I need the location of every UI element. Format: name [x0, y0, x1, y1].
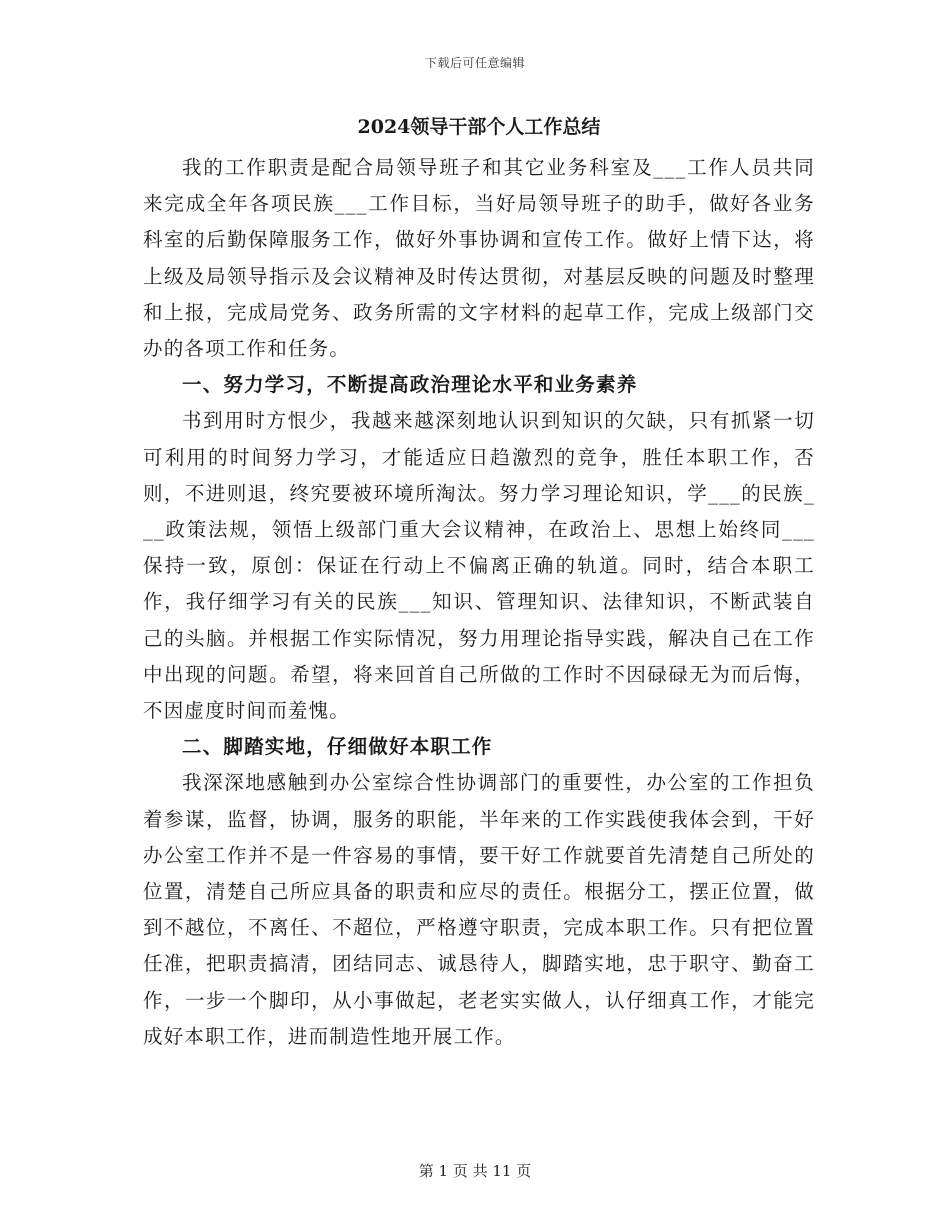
intro-paragraph: 我的工作职责是配合局领导班子和其它业务科室及___工作人员共同来完成全年各项民族___工作目标，当好局领导班子的助手，做好各业务科室的后勤保障服务工作，做好外事协调和宣传工作。做好上情下达，将上级及局领导指示及会议精神及时传达贯彻，对基层反映的问题及时整理和上报，完成局党务、政务所需的文字材料的起草工作，完成上级部门交办的各项工作和任务。: [143, 156, 815, 361]
header-note: 下载后可任意编辑: [424, 56, 525, 70]
section1-heading: 一、努力学习，不断提高政治理论水平和业务素养: [182, 373, 638, 397]
document-body: [143, 112, 815, 1055]
section2-heading: 二、脚踏实地，仔细做好本职工作: [182, 735, 493, 759]
section2-paragraph: 我深深地感触到办公室综合性协调部门的重要性，办公室的工作担负着参谋，监督，协调，服务的职能，半年来的工作实践使我体会到，干好办公室工作并不是一件容易的事情，要干好工作就要首先清楚自己所处的位置，清楚自己所应具备的职责和应尽的责任。根据分工，摆正位置，做到不越位，不离任、不超位，严格遵守职责，完成本职工作。只有把位置任准，把职责搞清，团结同志、诚恳待人，脚踏实地，忠于职守、勤奋工作，一步一个脚印，从小事做起，老老实实做人，认仔细真工作，才能完成好本职工作，进而制造性地开展工作。: [143, 771, 815, 1048]
page-number: 第 1 页 共 11 页: [418, 1162, 532, 1180]
section1-paragraph: 书到用时方恨少，我越来越深刻地认识到知识的欠缺，只有抓紧一切可利用的时间努力学习，才能适应日趋激烈的竞争，胜任本职工作，否则，不进则退，终究要被环境所淘汰。努力学习理论知识，学___的民族___政策法规，领悟上级部门重大会议精神，在政治上、思想上始终同___保持一致，原创：保证在行动上不偏离正确的轨道。同时，结合本职工作，我仔细学习有关的民族___知识、管理知识、法律知识，不断武装自己的头脑。并根据工作实际情况，努力用理论指导实践，解决自己在工作中出现的问题。希望，将来回首自己所做的工作时不因碌碌无为而后悔，不因虚度时间而羞愧。: [143, 409, 815, 723]
document-title: 2024领导干部个人工作总结: [357, 116, 601, 138]
